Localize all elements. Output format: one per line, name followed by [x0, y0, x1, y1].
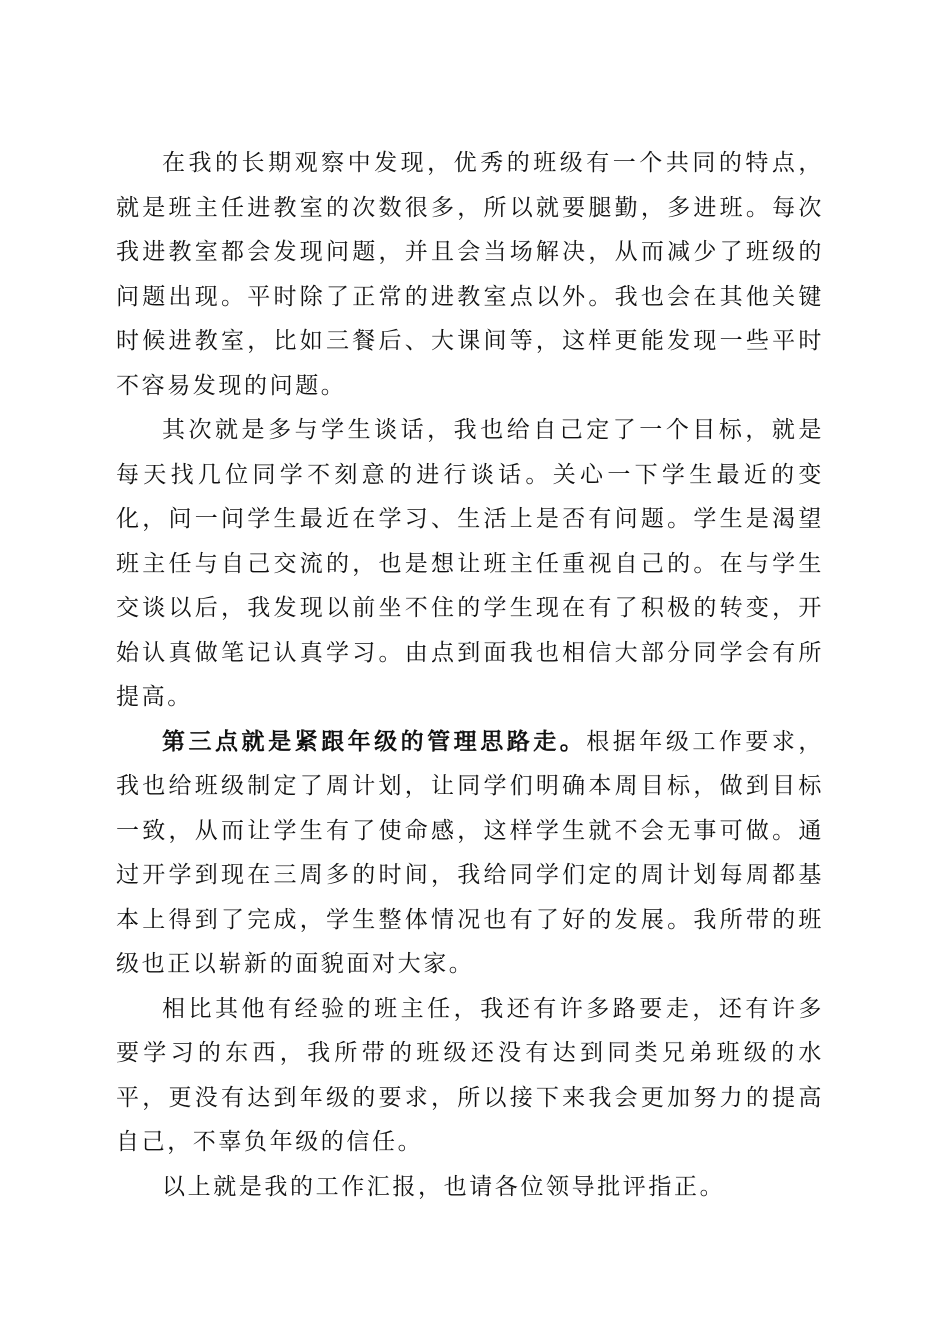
paragraph-1	[116, 141, 824, 408]
paragraph-2	[116, 408, 824, 720]
paragraph-4	[116, 987, 824, 1165]
paragraph-4-text: 相比其他有经验的班主任，我还有许多路要走，还有许多要学习的东西，我所带的班级还没有达到同类兄弟班级的水平，更没有达到年级的要求，所以接下来我会更加努力的提高自己，不辜负年级的信任。	[116, 995, 824, 1155]
paragraph-5-text: 以上就是我的工作汇报，也请各位领导批评指正。	[162, 1173, 726, 1200]
document-body	[116, 141, 824, 1209]
paragraph-5	[116, 1165, 824, 1210]
paragraph-3-lead: 第三点就是紧跟年级的管理思路走。	[162, 727, 587, 755]
paragraph-1-text: 在我的长期观察中发现，优秀的班级有一个共同的特点，就是班主任进教室的次数很多，所以就要腿勤，多进班。每次我进教室都会发现问题，并且会当场解决，从而减少了班级的问题出现。平时除了正常的进教室点以外。我也会在其他关键时候进教室，比如三餐后、大课间等，这样更能发现一些平时不容易发现的问题。	[116, 150, 824, 399]
paragraph-3-text: 根据年级工作要求，我也给班级制定了周计划，让同学们明确本周目标，做到目标一致，从而让学生有了使命感，这样学生就不会无事可做。通过开学到现在三周多的时间，我给同学们定的周计划每周都基本上得到了完成，学生整体情况也有了好的发展。我所带的班级也正以崭新的面貌面对大家。	[116, 728, 824, 977]
paragraph-3	[116, 720, 824, 987]
paragraph-2-text: 其次就是多与学生谈话，我也给自己定了一个目标，就是每天找几位同学不刻意的进行谈话。关心一下学生最近的变化，问一问学生最近在学习、生活上是否有问题。学生是渴望班主任与自己交流的，也是想让班主任重视自己的。在与学生交谈以后，我发现以前坐不住的学生现在有了积极的转变，开始认真做笔记认真学习。由点到面我也相信大部分同学会有所提高。	[116, 417, 824, 710]
